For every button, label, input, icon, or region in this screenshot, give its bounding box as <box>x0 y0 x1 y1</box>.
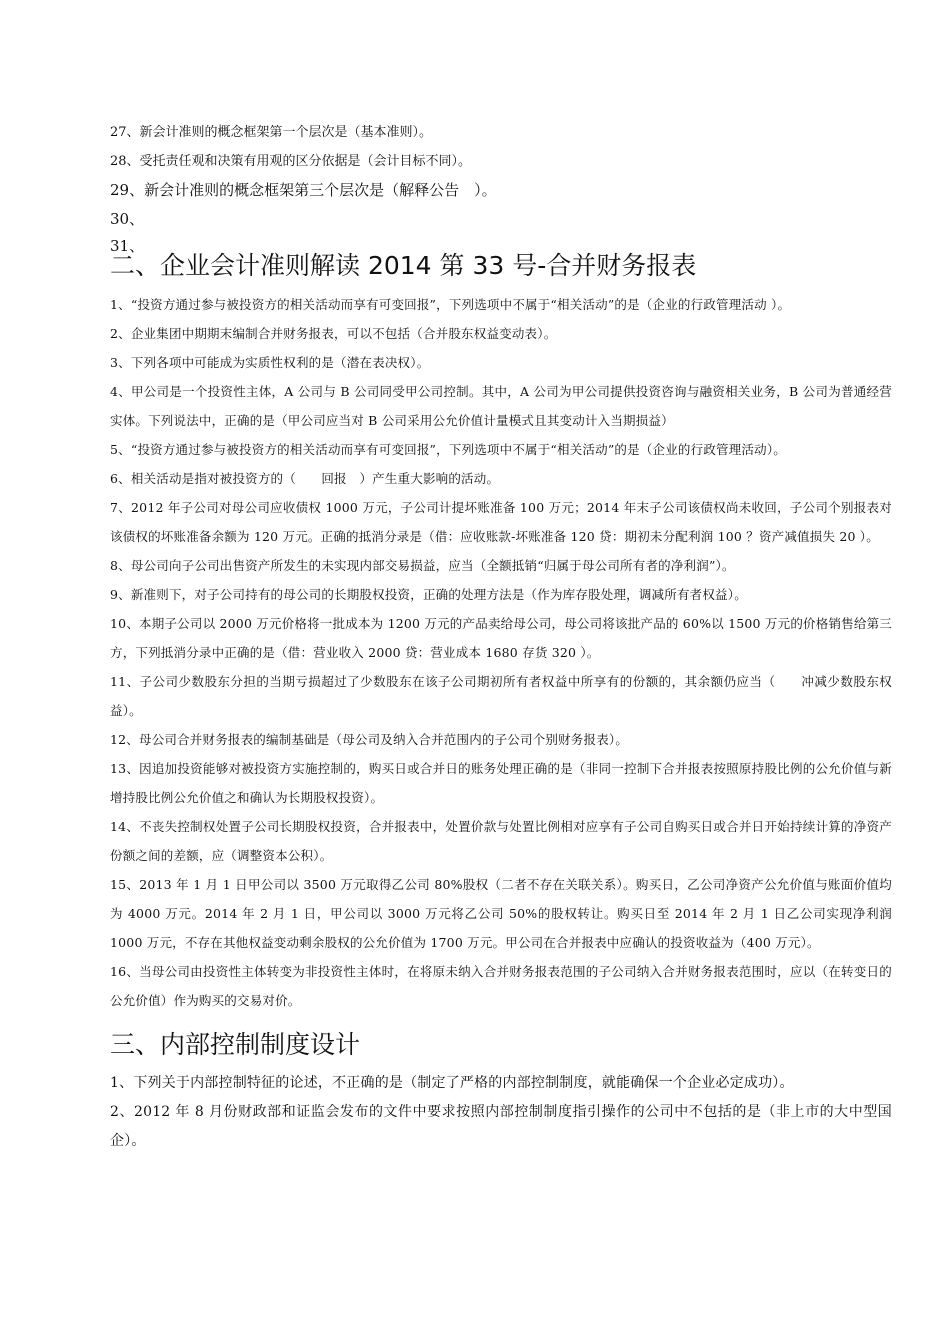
list-item: 3、下列各项中可能成为实质性权利的是（潜在表决权）。 <box>110 355 430 370</box>
list-item: 7、2012 年子公司对母公司应收债权 1000 万元，子公司计提坏账准备 100 万元；2014 年末子公司该债权尚未收回，子公司个别报表对该债权的坏账准备余额为 120 万元。正确的抵消分录是（借：应收账款-坏账准备 120 贷：期初未分配利润 100 ？资产减值损失 20 ）。 <box>110 500 892 544</box>
list-item: 1、下列关于内部控制特征的论述，不正确的是（制定了严格的内部控制制度，就能确保一个企业必定成功）。 <box>110 1075 794 1091</box>
list-item: 14、不丧失控制权处置子公司长期股权投资，合并报表中，处置价款与处置比例相对应享有子公司自购买日或合并日开始持续计算的净资产份额之间的差额，应（调整资本公积）。 <box>110 819 892 863</box>
list-item: 1、“投资方通过参与被投资方的相关活动而享有可变回报”，下列选项中不属于“相关活动”的是（企业的行政管理活动 ）。 <box>110 297 791 312</box>
section-heading: 三、内部控制制度设计 <box>110 1030 361 1059</box>
list-item: 15、2013 年 1 月 1 日甲公司以 3500 万元取得乙公司 80%股权（二者不存在关联关系）。购买日，乙公司净资产公允价值与账面价值均为 4000 万元。2014 年 2 月 1 日，甲公司以 3000 万元将乙公司 50%的股权转让。购买日至 2014 年 2 月 1 日乙公司实现净利润 1000 万元，不存在其他权益变动剩余股权的公允价值为 1700 万元。甲公司在合并报表中应确认的投资收益为（400 万元）。 <box>110 877 892 950</box>
list-item: 27、新会计准则的概念框架第一个层次是（基本准则）。 <box>110 125 433 140</box>
section-2-list <box>110 290 892 1015</box>
list-item: 13、因追加投资能够对被投资方实施控制的，购买日或合并日的账务处理正确的是（非同一控制下合并报表按照原持股比例的公允价值与新增持股比例公允价值之和确认为长期股权投资）。 <box>110 761 892 805</box>
list-item: 9、新准则下，对子公司持有的母公司的长期股权投资，正确的处理方法是（作为库存股处理，调减所有者权益）。 <box>110 587 747 602</box>
section-3-list <box>110 1069 892 1156</box>
list-item: 12、母公司合并财务报表的编制基础是（母公司及纳入合并范围内的子公司个别财务报表）。 <box>110 732 629 747</box>
document-page <box>110 118 892 1156</box>
list-item: 4、甲公司是一个投资性主体，A 公司与 B 公司同受甲公司控制。其中，A 公司为甲公司提供投资咨询与融资相关业务，B 公司为普通经营实体。下列说法中，正确的是（甲公司应当对 B 公司采用公允价值计量模式且其变动计入当期损益） <box>110 384 892 428</box>
list-item: 28、受托责任观和决策有用观的区分依据是（会计目标不同）。 <box>110 154 472 169</box>
list-item: 2、企业集团中期期末编制合并财务报表，可以不包括（合并股东权益变动表）。 <box>110 326 557 341</box>
list-item: 29、新会计准则的概念框架第三个层次是（解释公告 ）。 <box>110 181 497 199</box>
section-heading: 二、企业会计准则解读 2014 第 33 号-合并财务报表 <box>110 251 697 280</box>
list-item: 10、本期子公司以 2000 万元价格将一批成本为 1200 万元的产品卖给母公司，母公司将该批产品的 60%以 1500 万元的价格销售给第三方，下列抵消分录中正确的是（借：营业收入 2000 贷：营业成本 1680 存货 320 ）。 <box>110 616 892 660</box>
list-item: 11、子公司少数股东分担的当期亏损超过了少数股东在该子公司期初所有者权益中所享有的份额的，其余额仍应当（ 冲减少数股东权益）。 <box>110 674 892 718</box>
list-item: 5、“投资方通过参与被投资方的相关活动而享有可变回报”，下列选项中不属于“相关活动”的是（企业的行政管理活动）。 <box>110 442 786 457</box>
list-item: 6、相关活动是指对被投资方的（ 回报 ）产生重大影响的活动。 <box>110 471 500 486</box>
list-item: 2、2012 年 8 月份财政部和证监会发布的文件中要求按照内部控制制度指引操作的公司中不包括的是（非上市的大中型国企）。 <box>110 1104 892 1149</box>
list-item: 30、 <box>110 210 145 228</box>
list-item: 16、当母公司由投资性主体转变为非投资性主体时，在将原未纳入合并财务报表范围的子公司纳入合并财务报表范围时，应以（在转变日的公允价值）作为购买的交易对价。 <box>110 964 892 1008</box>
list-item: 31、 <box>110 237 145 255</box>
list-item: 8、母公司向子公司出售资产所发生的未实现内部交易损益，应当（全额抵销“归属于母公司所有者的净利润”）。 <box>110 558 735 573</box>
